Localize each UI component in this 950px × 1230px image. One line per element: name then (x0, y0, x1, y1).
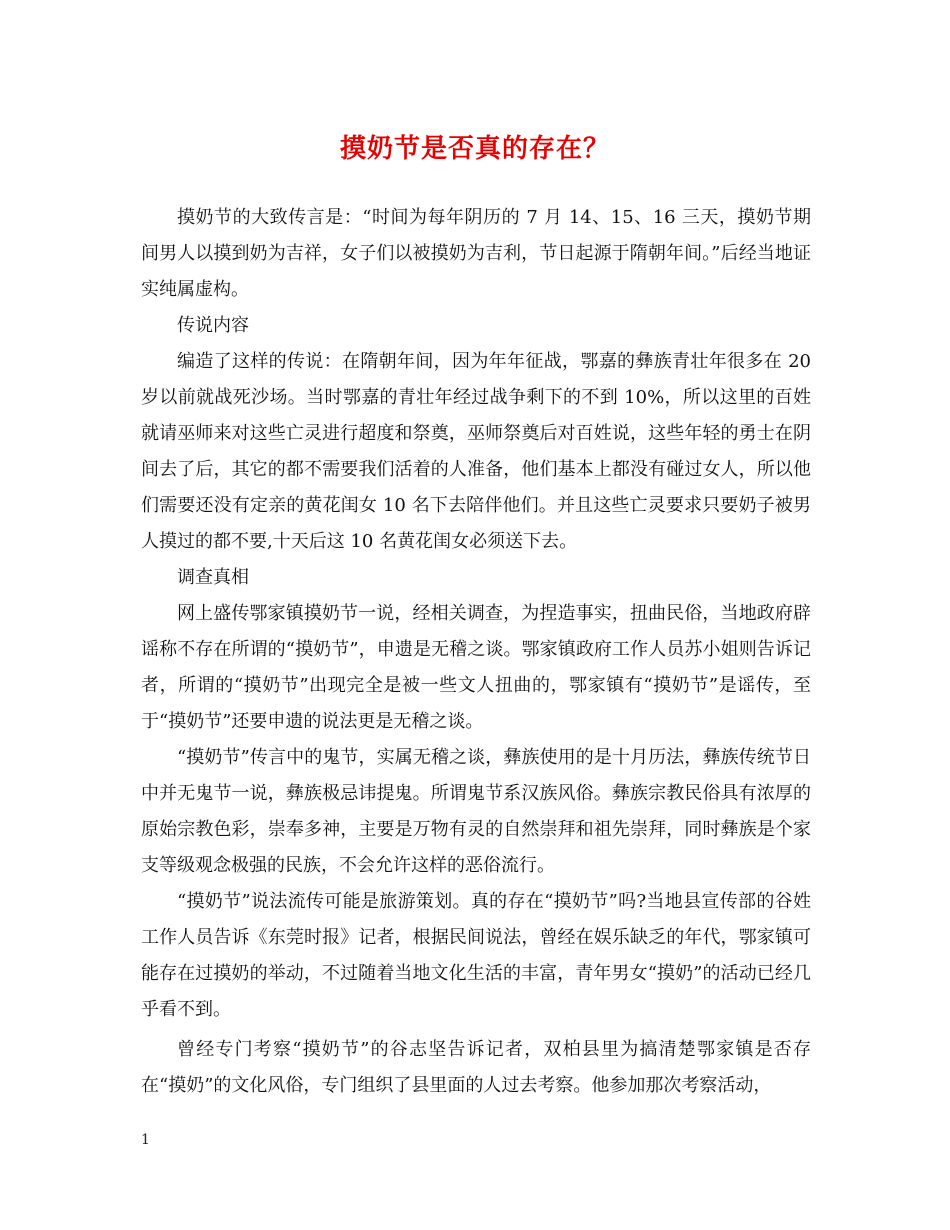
section-heading-legend: 传说内容 (177, 315, 249, 336)
paragraph-legend-content: 编造了这样的传说：在隋朝年间，因为年年征战，鄂嘉的彝族青壮年很多在 20 岁以前就战死沙场。当时鄂嘉的青壮年经过战争剩下的不到 10%，所以这里的百姓就请巫师来对这些亡灵进行超度和祭奠，巫师祭奠后对百姓说，这些年轻的勇士在阴间去了后，其它的都不需要我们活着的人准备，他们基本上都没有碰过女人，所以他们需要还没有定亲的黄花闺女 10 名下去陪伴他们。并且这些亡灵要求只要奶子被男人摸过的都不要,十天后这 10 名黄花闺女必须送下去。 (141, 351, 811, 552)
paragraph-field-study: 曾经专门考察“摸奶节”的谷志坚告诉记者，双柏县里为搞清楚鄂家镇是否存在“摸奶”的文化风俗，专门组织了县里面的人过去考察。他参加那次考察活动， (141, 1039, 811, 1096)
document-title: 摸奶节是否真的存在？ (339, 134, 610, 164)
paragraph-investigation: 网上盛传鄂家镇摸奶节一说，经相关调查，为捏造事实，扭曲民俗，当地政府辟谣称不存在所谓的“摸奶节”，申遗是无稽之谈。鄂家镇政府工作人员苏小姐则告诉记者，所谓的“摸奶节”出现完全是被一些文人扭曲的，鄂家镇有“摸奶节”是谣传，至于“摸奶节”还要申遗的说法更是无稽之谈。 (141, 603, 811, 732)
paragraph-ghost-festival: “摸奶节”传言中的鬼节，实属无稽之谈，彝族使用的是十月历法，彝族传统节日中并无鬼节一说，彝族极忌讳提鬼。所谓鬼节系汉族风俗。彝族宗教民俗具有浓厚的原始宗教色彩，崇奉多神，主要是万物有灵的自然崇拜和祖先崇拜，同时彝族是个家支等级观念极强的民族，不会允许这样的恶俗流行。 (141, 747, 811, 876)
document-body (141, 200, 811, 1104)
section-heading-investigation: 调查真相 (177, 567, 249, 588)
paragraph-tourism: “摸奶节”说法流传可能是旅游策划。真的存在“摸奶节”吗?当地县宣传部的谷姓工作人员告诉《东莞时报》记者，根据民间说法，曾经在娱乐缺乏的年代，鄂家镇可能存在过摸奶的举动，不过随着当地文化生活的丰富，青年男女“摸奶”的活动已经几乎看不到。 (141, 891, 811, 1020)
paragraph-rumor-summary: 摸奶节的大致传言是：“时间为每年阴历的 7 月 14、15、16 三天，摸奶节期间男人以摸到奶为吉祥，女子们以被摸奶为吉利，节日起源于隋朝年间。”后经当地证实纯属虚构。 (141, 207, 811, 300)
page-number: 1 (141, 1132, 150, 1148)
